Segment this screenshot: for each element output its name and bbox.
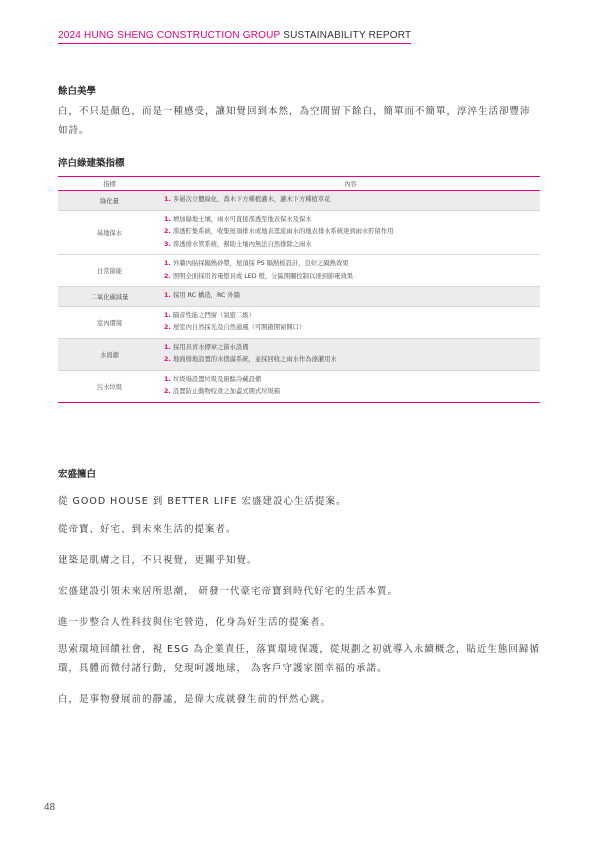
- row-content: [161, 210, 540, 255]
- report-title: 2024 HUNG SHENG CONSTRUCTION GROUP: [58, 30, 281, 41]
- row-content: [161, 338, 540, 370]
- page-number: 48: [44, 802, 56, 813]
- aesthetics-paragraph: 白，不只是顏色，而是一種感受，讓知覺回到本然，為空間留下餘白，簡單而不簡單，淳淬生活卻豐沛如詩。: [58, 106, 531, 136]
- table-row: [58, 370, 540, 402]
- table-row: [58, 287, 540, 307]
- row-content: [161, 287, 540, 307]
- table-row: [58, 191, 540, 211]
- section-heading-hung-sheng: 宏盛擁白: [58, 469, 97, 480]
- list-item: 2. 滲透貯集系統，收集屋頂排水或地表逕流雨水的地表排水系統達到雨水貯留作用: [164, 228, 394, 235]
- row-content: [161, 255, 540, 287]
- row-category: 污水垃圾: [96, 383, 123, 391]
- section-heading-green-building: 淬白綠建築指標: [58, 158, 125, 169]
- report-subtitle: SUSTAINABILITY REPORT: [283, 30, 412, 41]
- list-item: 1. 增加綠地土壤，雨水可直接滲透至地表保水及保水: [164, 215, 312, 223]
- report-header: [58, 30, 411, 44]
- row-category: 水資源: [58, 338, 161, 370]
- list-item: 1. 垃圾場設置垃圾及廚餘冷藏設備: [164, 375, 262, 383]
- body-paragraph: 宏盛建設引領未來居所思潮， 研發一代豪宅帝寶到時代好宅的生活本質。: [58, 586, 399, 597]
- row-content: [161, 370, 540, 402]
- body-paragraph: 從 GOOD HOUSE 到 BETTER LIFE 宏盛建設心生活提案。: [58, 496, 347, 507]
- row-category: 綠化量: [58, 191, 161, 211]
- row-content: [161, 306, 540, 338]
- row-category: 基地保水: [96, 229, 123, 237]
- list-item: 2. 設置防止動物咬食之加蓋式開式垃圾箱: [164, 388, 281, 395]
- body-paragraph: 進一步整合人性科技與住宅營造，化身為好生活的提案者。: [58, 617, 332, 628]
- body-paragraph: 從帝寶、好宅、到未來生活的提案者。: [58, 524, 237, 535]
- list-item: 2. 地面排地設置的水撲滿系統，並採回收之雨水作為澆灌用水: [164, 356, 337, 363]
- list-item: 2. 屋室內自然採光及自然通風（可開啟開窗開口）: [164, 324, 306, 331]
- body-paragraph: 思索環境回饋社會，視 ESG 為企業責任，落實環境保護，從規劃之初就導入永續概念，貼近生態回歸循環，具體而微付諸行動，兌現呵護地球， 為客戶守護家園幸福的承諾。: [58, 644, 540, 674]
- body-paragraph: 白，是事物發展前的靜謐，是偉大成就發生前的怦然心跳。: [58, 694, 332, 705]
- list-item: 1. 採用具省水標章之節水設備: [164, 343, 249, 351]
- body-paragraph: 建築是肌膚之目，不只視覺，更關乎知覺。: [58, 555, 258, 566]
- row-category: 二氧化碳減量: [58, 287, 161, 307]
- row-category: 日常節能: [96, 268, 123, 275]
- list-item: 2. 照明全面採用省電燈具或 LED 燈，分區開關控制以達到節電效果: [164, 272, 354, 280]
- list-item: 1. 隔音性能之門窗（氣密二級）: [164, 311, 255, 319]
- table-header-row: [58, 177, 540, 191]
- table-row: [58, 306, 540, 338]
- list-item: 3. 滲透排水管系統，幫助土壤內無法自然排除之雨水: [164, 240, 312, 248]
- row-category: 室內環境: [96, 319, 123, 327]
- section-heading-aesthetics: 餘白美學: [58, 86, 97, 97]
- list-item: 1. 多層次立體綠化，喬木下方種植灌木，灌木下方種植草花: [164, 196, 331, 203]
- column-header-indicator: 指標: [103, 181, 116, 188]
- column-header-content: 內容: [344, 181, 357, 188]
- table-row: [58, 210, 540, 255]
- table-row: [58, 338, 540, 370]
- list-item: 1. 採用 RC 構造，RC 外牆: [164, 292, 240, 299]
- list-item: 1. 外牆內貼採隔熱砂漿，屋頂採 PS 隔熱板設計，良好之隔熱效果: [164, 260, 349, 267]
- green-building-indicator-table: [58, 176, 540, 403]
- row-content: [161, 191, 540, 211]
- table-row: [58, 255, 540, 287]
